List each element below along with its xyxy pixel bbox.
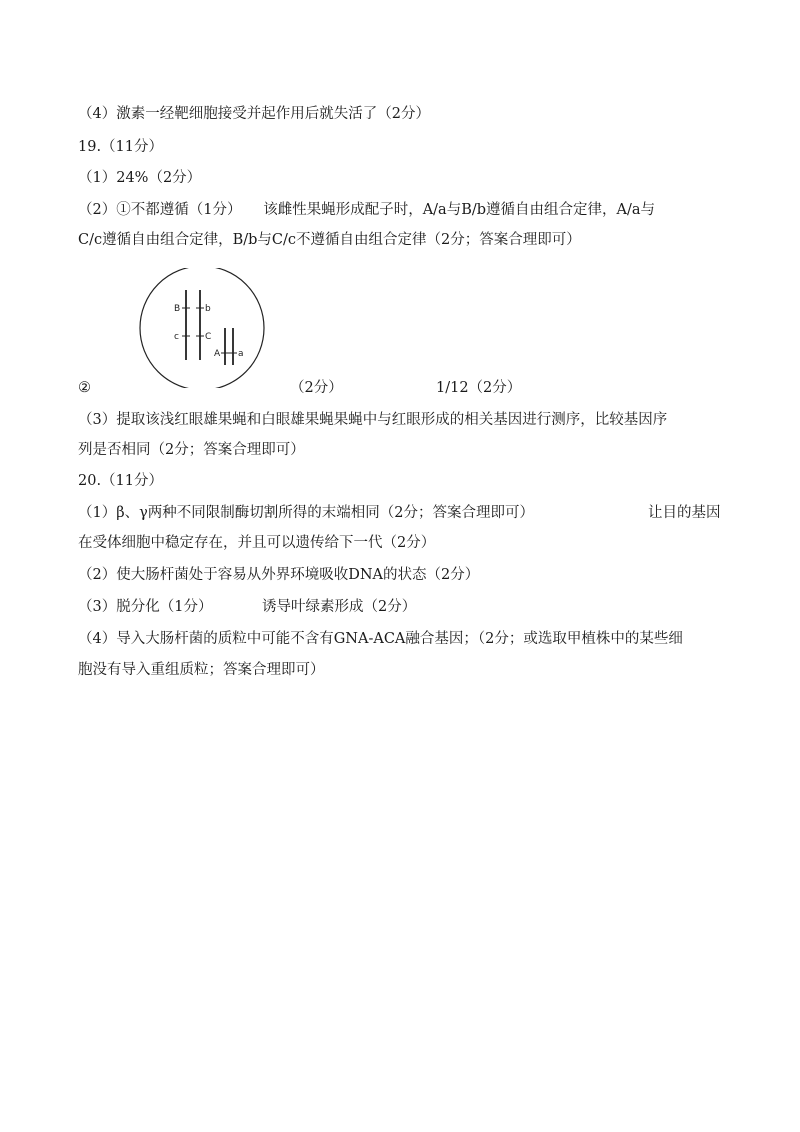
gene-label-C: C [205,332,212,342]
q19-part1: （1）24%（2分） [78,170,202,186]
gene-label-b: b [205,304,211,314]
q19-part2-ratio: 1/12（2分） [436,380,522,396]
q19-part2-circle-mark: ② [78,380,91,396]
q20-part1-line2: 在受体细胞中稳定存在，并且可以遗传给下一代（2分） [78,535,436,551]
q20-part4-line1: （4）导入大肠杆菌的质粒中可能不含有GNA-ACA融合基因；（2分；或选取甲植株中的某些细 [78,631,683,647]
gene-label-a: a [238,349,244,359]
q19-part2-line1: （2）①不都遵循（1分） 该雌性果蝇形成配子时，A/a与B/b遵循自由组合定律，A/a与 [78,202,656,218]
q20-part4-line2: 胞没有导入重组质粒；答案合理即可） [78,662,325,678]
q20-part3b: 诱导叶绿素形成（2分） [262,599,417,615]
gene-label-B: B [174,304,181,314]
chromosome-diagram [138,268,266,388]
q19-part2-line2: C/c遵循自由组合定律，B/b与C/c不遵循自由组合定律（2分；答案合理即可） [78,232,581,248]
q20-part3a: （3）脱分化（1分） [78,599,213,615]
gene-label-A: A [214,349,221,359]
q20-part1-line1b: 让目的基因 [648,505,721,521]
gene-label-c: c [174,332,179,342]
q19-part3-line2: 列是否相同（2分；答案合理即可） [78,442,305,458]
q20-part2: （2）使大肠杆菌处于容易从外界环境吸收DNA的状态（2分） [78,567,480,583]
q20-header: 20.（11分） [78,473,164,489]
q19-header: 19.（11分） [78,139,164,155]
q18-part4: （4）激素一经靶细胞接受并起作用后就失活了（2分） [78,106,430,122]
q19-part3-line1: （3）提取该浅红眼雄果蝇和白眼雄果蝇果蝇中与红眼形成的相关基因进行测序，比较基因序 [78,412,668,428]
q19-part2-score: （2分） [290,380,343,396]
cell-outline [140,268,264,388]
q20-part1-line1a: （1）β、γ两种不同限制酶切割所得的末端相同（2分；答案合理即可） [78,505,534,521]
